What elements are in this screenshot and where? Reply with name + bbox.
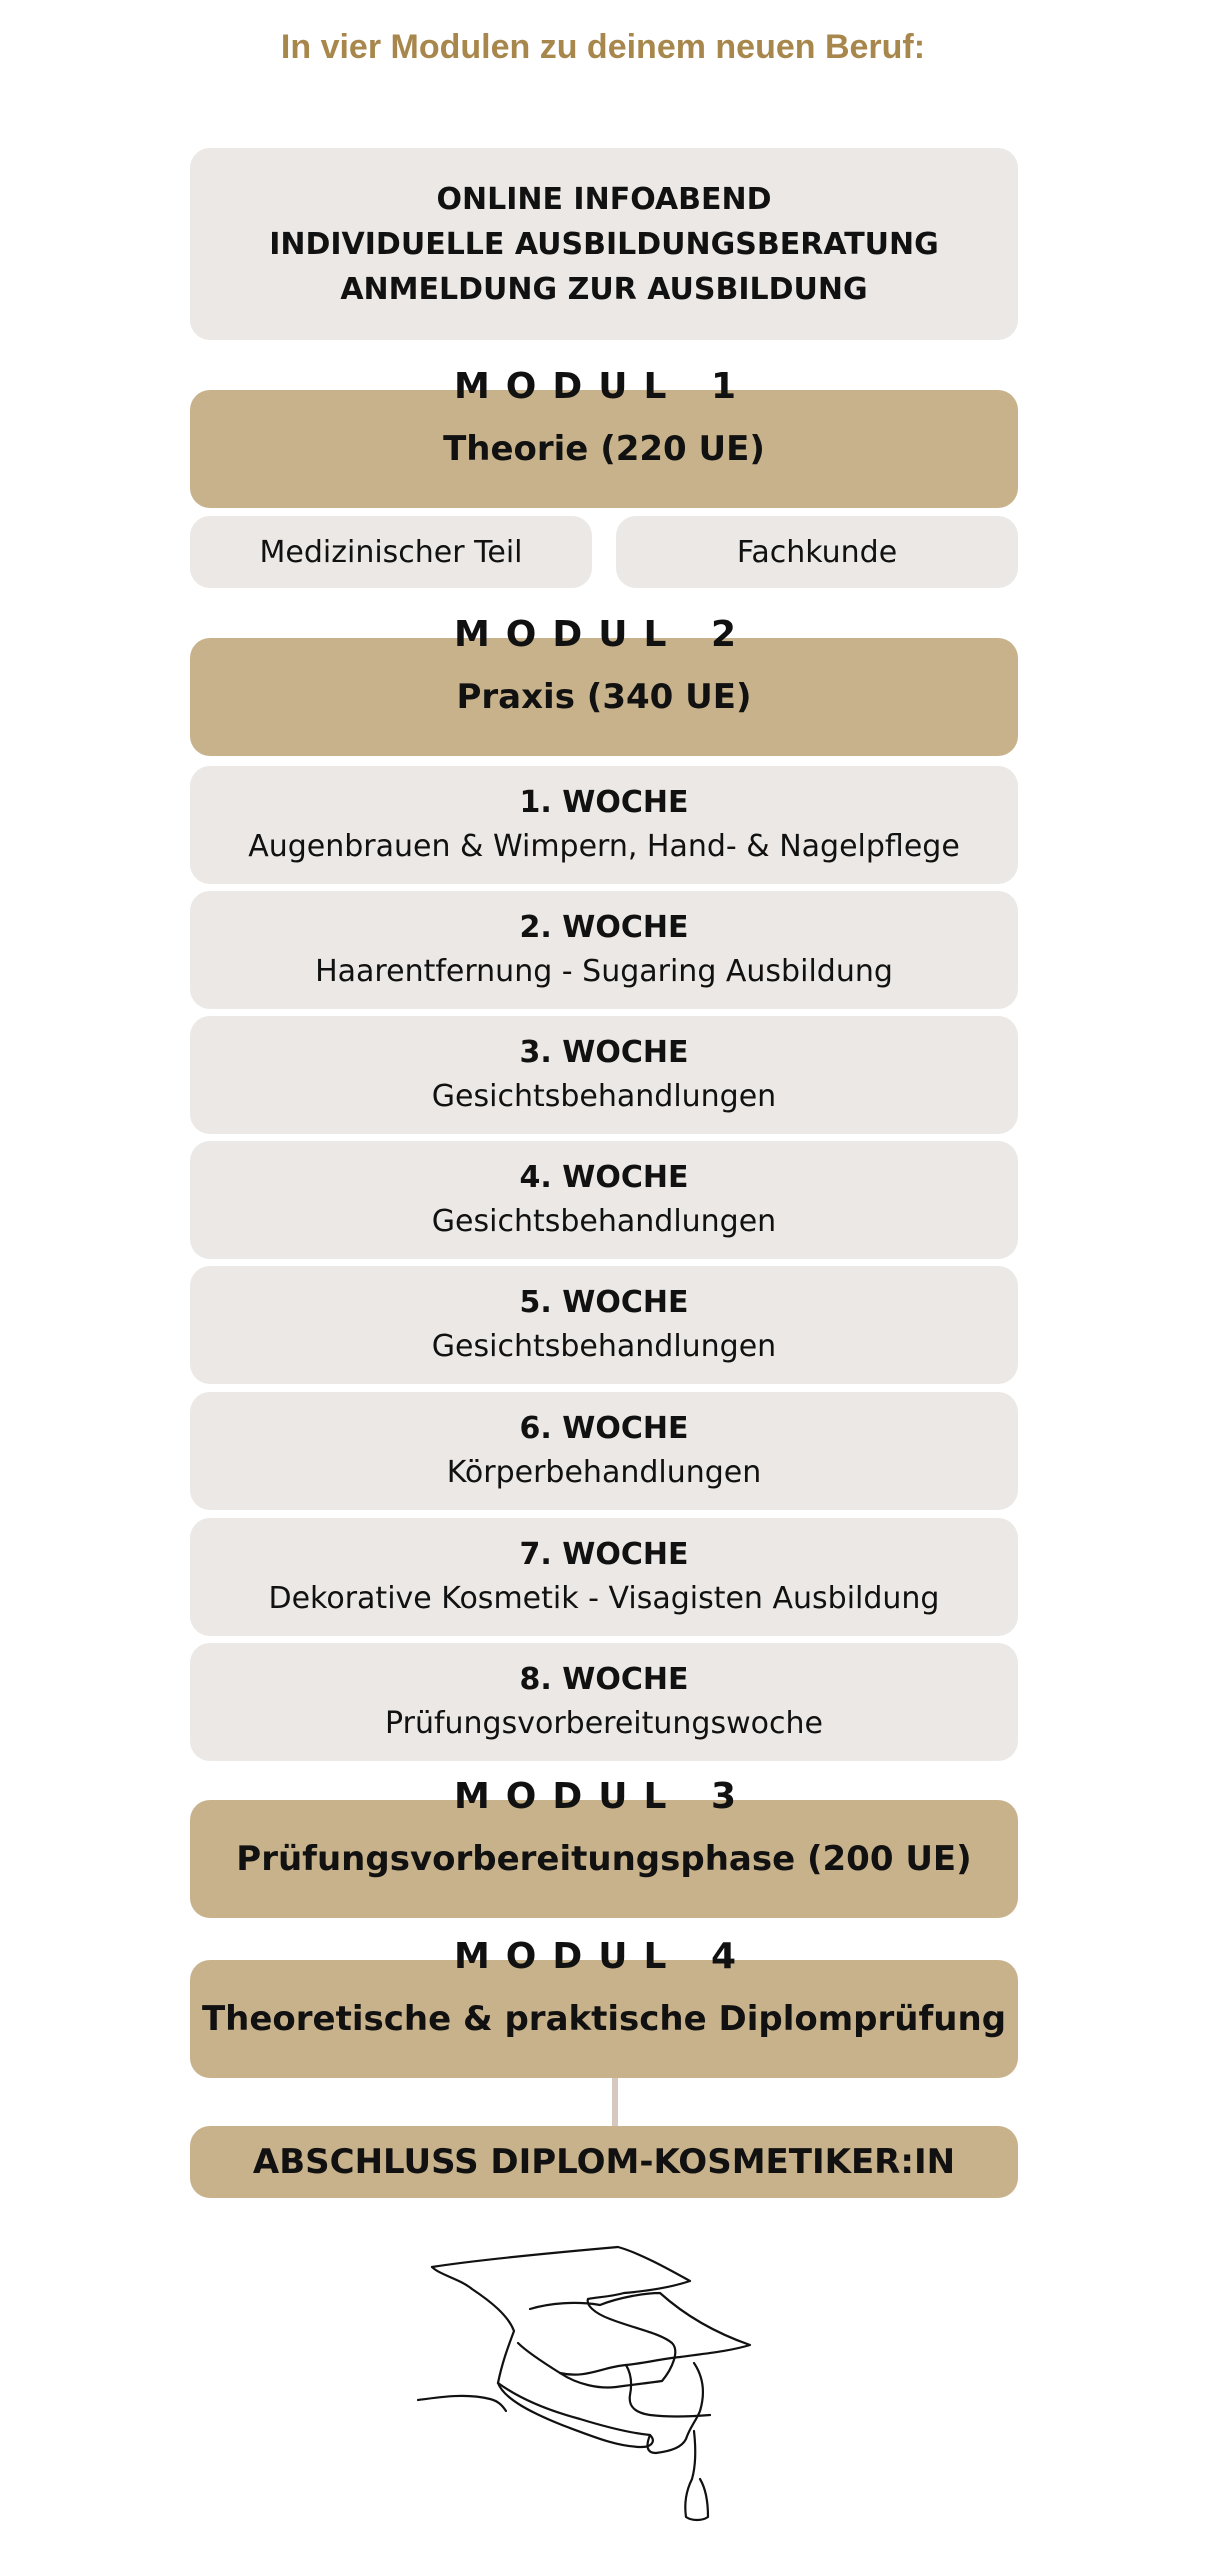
- week-4-box: [190, 1141, 1018, 1259]
- page-title: In vier Modulen zu deinem neuen Beruf:: [280, 28, 926, 66]
- week-desc: Gesichtsbehandlungen: [431, 1204, 777, 1239]
- week-2-box: [190, 891, 1018, 1009]
- modul-3-label: MODUL 3: [453, 1776, 753, 1817]
- week-desc: Gesichtsbehandlungen: [431, 1329, 777, 1364]
- week-title: 8. WOCHE: [519, 1662, 689, 1697]
- modul-3-title: Prüfungsvorbereitungsphase (200 UE): [236, 1839, 972, 1879]
- week-title: 2. WOCHE: [519, 910, 689, 945]
- week-desc: Dekorative Kosmetik - Visagisten Ausbildung: [268, 1581, 940, 1616]
- week-title: 3. WOCHE: [519, 1035, 689, 1070]
- week-desc: Körperbehandlungen: [446, 1455, 762, 1490]
- modul-1-title: Theorie (220 UE): [443, 429, 765, 469]
- info-box: [190, 148, 1018, 340]
- week-desc: Prüfungsvorbereitungswoche: [385, 1706, 823, 1741]
- week-6-box: [190, 1392, 1018, 1510]
- medizinischer-teil-box: [190, 516, 592, 588]
- part-label: Medizinischer Teil: [259, 534, 523, 570]
- week-desc: Augenbrauen & Wimpern, Hand- & Nagelpflege: [248, 829, 960, 864]
- cap-top-edge: [432, 2247, 690, 2299]
- final-title: ABSCHLUSS DIPLOM-KOSMETIKER:IN: [252, 2142, 956, 2182]
- connector-line: [612, 2078, 618, 2126]
- week-3-box: [190, 1016, 1018, 1134]
- modul-1-label: MODUL 1: [453, 366, 753, 407]
- week-title: 6. WOCHE: [519, 1411, 689, 1446]
- week-title: 4. WOCHE: [519, 1160, 689, 1195]
- modul-4-title: Theoretische & praktische Diplomprüfung: [201, 1999, 1007, 2039]
- week-7-box: [190, 1518, 1018, 1636]
- final-box: [190, 2126, 1018, 2198]
- week-title: 1. WOCHE: [519, 785, 689, 820]
- graduation-cap-icon: [410, 2235, 810, 2535]
- modul-1-box: [190, 390, 1018, 508]
- info-line: ANMELDUNG ZUR AUSBILDUNG: [340, 271, 868, 307]
- modul-3-box: [190, 1800, 1018, 1918]
- modul-2-title: Praxis (340 UE): [456, 677, 752, 717]
- fachkunde-box: [616, 516, 1018, 588]
- week-8-box: [190, 1643, 1018, 1761]
- week-desc: Haarentfernung - Sugaring Ausbildung: [315, 954, 893, 989]
- info-line: INDIVIDUELLE AUSBILDUNGSBERATUNG: [269, 226, 939, 262]
- modul-2-label: MODUL 2: [453, 614, 753, 655]
- part-label: Fachkunde: [736, 534, 898, 570]
- cap-board: [518, 2293, 750, 2375]
- modul-4-label: MODUL 4: [453, 1936, 753, 1977]
- modul-2-box: [190, 638, 1018, 756]
- week-1-box: [190, 766, 1018, 884]
- cap-left-line: [418, 2396, 506, 2411]
- cap-left-edge: [432, 2267, 514, 2383]
- week-title: 7. WOCHE: [519, 1537, 689, 1572]
- week-5-box: [190, 1266, 1018, 1384]
- week-desc: Gesichtsbehandlungen: [431, 1079, 777, 1114]
- week-title: 5. WOCHE: [519, 1285, 689, 1320]
- modul-4-box: [190, 1960, 1018, 2078]
- tassel: [685, 2431, 708, 2520]
- info-line: ONLINE INFOABEND: [436, 181, 772, 217]
